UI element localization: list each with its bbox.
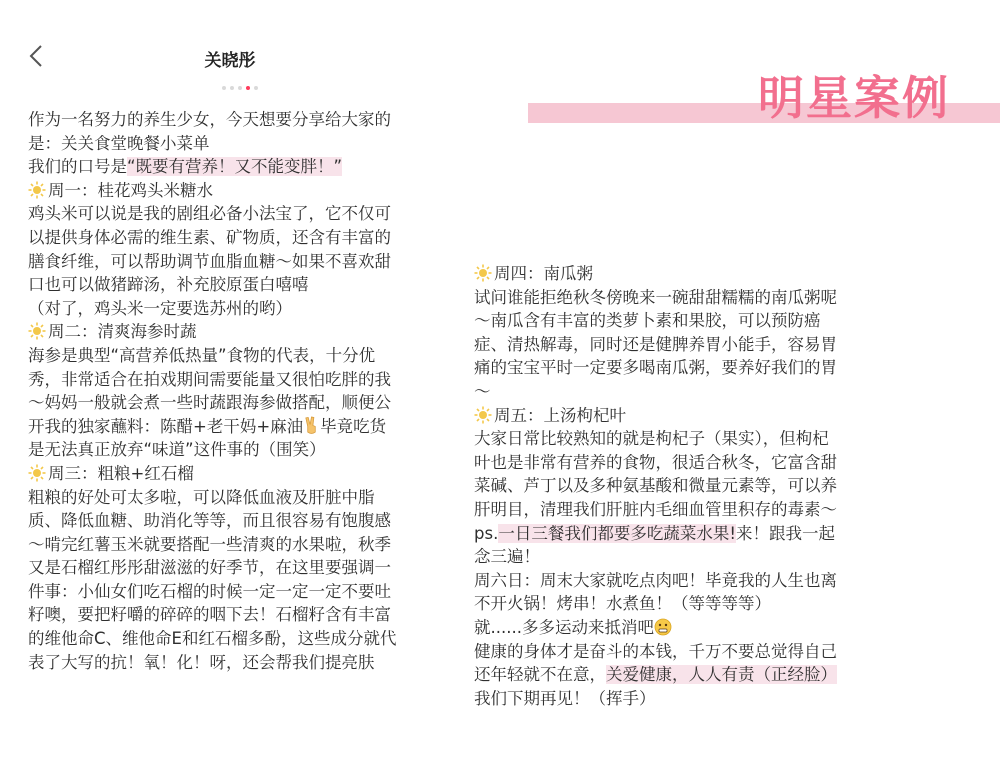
day-heading-text: 周四：南瓜粥 xyxy=(494,264,593,283)
text-line: ～啃完红薯玉米就要搭配一些清爽的水果啦，秋季 xyxy=(28,534,391,554)
text-line xyxy=(28,155,396,179)
day-heading xyxy=(474,262,837,286)
text-line: 菜碱、芦丁以及多种氨基酸和微量元素等，可以养 xyxy=(474,476,837,496)
text-line: 以提供身体必需的维生素、矿物质，还含有丰富的 xyxy=(28,227,391,247)
text-line: 健康的身体才是奋斗的本钱，千万不要总觉得自己 xyxy=(474,641,837,661)
text-line: （对了，鸡头米一定要选苏州的哟） xyxy=(28,298,292,318)
text-line: 试问谁能拒绝秋冬傍晚来一碗甜甜糯糯的南瓜粥呢 xyxy=(474,287,837,307)
text-line: 又是石榴红彤彤甜滋滋的好季节，在这里要强调一 xyxy=(28,558,391,578)
day-heading-text: 周三：粗粮+红石榴 xyxy=(48,463,194,483)
text-line: ～南瓜含有丰富的类萝卜素和果胶，可以预防癌 xyxy=(474,311,821,331)
page-dot xyxy=(230,86,234,90)
text-fragment: 还年轻就不在意， xyxy=(474,665,606,685)
text-line xyxy=(474,616,837,640)
slogan-label: 我们的口号是 xyxy=(28,157,127,177)
text-line: 籽噢，要把籽嚼的碎碎的咽下去！石榴籽含有丰富 xyxy=(28,605,391,625)
text-line: 念三遍！ xyxy=(474,547,540,567)
page-dot-active xyxy=(246,86,250,90)
text-line xyxy=(474,663,837,687)
right-screenshot-panel xyxy=(460,0,1000,767)
grimace-emoji-icon xyxy=(654,618,672,643)
text-line: 海参是典型“高营养低热量”食物的代表，十分优 xyxy=(28,345,376,365)
page-dot xyxy=(238,86,242,90)
sun-emoji-icon xyxy=(28,322,46,340)
text-line: 叶也是非常有营养的食物，很适合秋冬，它富含甜 xyxy=(474,452,837,472)
text-fragment: 毕竟吃货 xyxy=(320,416,387,436)
page-title: 关晓彤 xyxy=(204,51,256,71)
text-line: 的维他命C、维他命E和红石榴多酚，这些成分就代 xyxy=(28,629,397,649)
day-heading-text: 周一：桂花鸡头米糖水 xyxy=(48,180,213,200)
text-line: 鸡头米可以说是我的剧组必备小法宝了，它不仅可 xyxy=(28,204,391,224)
text-line: 周六日：周末大家就吃点肉吧！毕竟我的人生也离 xyxy=(474,570,837,590)
sun-emoji-icon xyxy=(474,264,492,282)
text-line: 膳食纤维，可以帮助调节血脂血糖～如果不喜欢甜 xyxy=(28,251,391,271)
text-line: 不开火锅！烤串！水煮鱼！（等等等等） xyxy=(474,594,771,614)
sun-emoji-icon xyxy=(28,464,46,482)
day-heading-text: 周五：上汤枸杞叶 xyxy=(494,405,626,425)
text-fragment: ps. xyxy=(474,523,499,543)
text-line xyxy=(28,415,396,439)
text-line: 我们下期再见！（挥手） xyxy=(474,688,656,708)
text-line: ～妈妈一般就会煮一些时蔬跟海参做搭配，顺便公 xyxy=(28,393,391,413)
page-dot xyxy=(254,86,258,90)
day-heading xyxy=(28,462,396,486)
text-line: 件事：小仙女们吃石榴的时候一定一定一定不要吐 xyxy=(28,581,391,601)
slogan-highlight: “既要有营养！又不能变胖！” xyxy=(127,157,343,177)
text-line: 是无法真正放弃“味道”这件事的（围笑） xyxy=(28,440,326,460)
day-heading xyxy=(28,320,396,344)
text-fragment: 就......多多运动来抵消吧 xyxy=(474,617,654,637)
page-dot xyxy=(222,86,226,90)
post-body-left xyxy=(28,108,396,674)
highlight-phrase: 关爱健康，人人有责（正经脸） xyxy=(606,665,837,685)
text-line: 痛的宝宝平时一定要多喝南瓜粥，要养好我们的胃 xyxy=(474,358,837,378)
text-line: 口也可以做猪蹄汤，补充胶原蛋白嘻嘻 xyxy=(28,275,309,295)
left-screenshot-panel xyxy=(0,0,460,767)
banner-title: 明星案例 xyxy=(758,71,950,125)
text-line: 秀，非常适合在拍戏期间需要能量又很怕吃胖的我 xyxy=(28,369,391,389)
sun-emoji-icon xyxy=(28,181,46,199)
text-line: 大家日常比较熟知的就是枸杞子（果实），但枸杞 xyxy=(474,429,829,449)
text-line: 是：关关食堂晚餐小菜单 xyxy=(28,133,210,153)
highlight-phrase: 一日三餐我们都要多吃蔬菜水果! xyxy=(498,523,736,543)
day-heading xyxy=(474,404,837,428)
day-heading xyxy=(28,179,396,203)
text-line: 质、降低血糖、助消化等等，而且很容易有饱腹感 xyxy=(28,511,391,531)
post-body-right xyxy=(474,262,837,710)
day-heading-text: 周二：清爽海参时蔬 xyxy=(48,322,197,342)
text-line: ～ xyxy=(474,381,491,401)
page-indicator xyxy=(222,86,258,90)
text-fragment: 开我的独家蘸料：陈醋+老干妈+麻油 xyxy=(28,416,304,436)
text-line xyxy=(474,522,837,546)
text-fragment: 来！跟我一起 xyxy=(735,523,835,543)
text-line: 肝明目，清理我们肝脏内毛细血管里积存的毒素～ xyxy=(474,499,837,519)
app-header xyxy=(0,40,460,76)
sun-emoji-icon xyxy=(474,406,492,424)
text-line: 症、清热解毒，同时还是健脾养胃小能手，容易胃 xyxy=(474,334,837,354)
text-line: 粗粮的好处可太多啦，可以降低血液及肝脏中脂 xyxy=(28,487,375,507)
text-line: 作为一名努力的养生少女，今天想要分享给大家的 xyxy=(28,110,391,129)
text-line: 表了大写的抗！氧！化！呀，还会帮我们提亮肤 xyxy=(28,652,375,672)
